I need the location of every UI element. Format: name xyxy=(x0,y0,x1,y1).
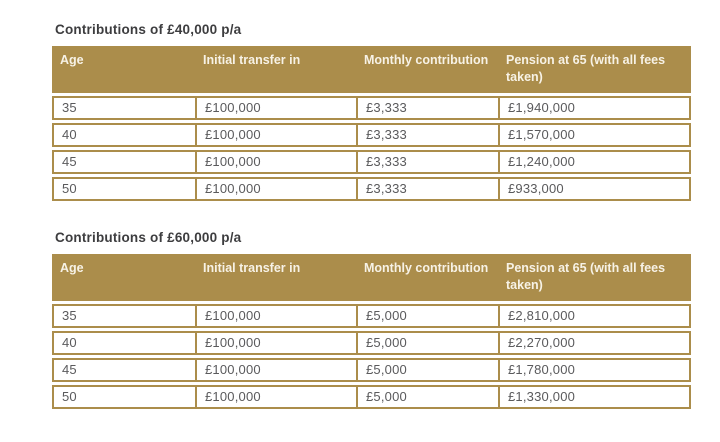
table-cell-pension: £1,780,000 xyxy=(498,360,689,380)
table-cell-pension: £933,000 xyxy=(498,179,689,199)
column-header-age: Age xyxy=(60,261,84,275)
table-cell-initial-transfer: £100,000 xyxy=(195,179,356,199)
table-cell-monthly-contribution: £5,000 xyxy=(356,306,498,326)
table-cell-initial-transfer: £100,000 xyxy=(195,98,356,118)
table-cell-age: 40 xyxy=(62,335,77,350)
column-header-pension-at-65: Pension at 65 (with all fees taken) xyxy=(506,53,666,84)
column-header-monthly-contribution: Monthly contribution xyxy=(364,261,489,275)
column-header-pension-at-65: Pension at 65 (with all fees taken) xyxy=(506,261,666,292)
table-title-60k: Contributions of £60,000 p/a xyxy=(55,230,242,245)
table-cell-age: 45 xyxy=(62,154,77,169)
table-row xyxy=(52,150,691,174)
table-cell-pension: £1,940,000 xyxy=(498,98,689,118)
table-cell-monthly-contribution: £3,333 xyxy=(356,98,498,118)
table-cell-monthly-contribution: £3,333 xyxy=(356,179,498,199)
table-cell-age: 50 xyxy=(62,389,77,404)
table-cell-initial-transfer: £100,000 xyxy=(195,333,356,353)
table-row xyxy=(52,177,691,201)
pension-table-40k xyxy=(52,46,691,201)
table-row xyxy=(52,123,691,147)
table-cell-initial-transfer: £100,000 xyxy=(195,306,356,326)
table-row xyxy=(52,96,691,120)
table-cell-age: 45 xyxy=(62,362,77,377)
column-header-age: Age xyxy=(60,53,84,67)
table-cell-pension: £1,240,000 xyxy=(498,152,689,172)
table-row xyxy=(52,331,691,355)
table-cell-pension: £1,570,000 xyxy=(498,125,689,145)
table-row xyxy=(52,358,691,382)
table-cell-initial-transfer: £100,000 xyxy=(195,152,356,172)
pension-table-60k xyxy=(52,254,691,409)
table-cell-monthly-contribution: £3,333 xyxy=(356,125,498,145)
table-section-40k xyxy=(52,22,691,201)
table-cell-pension: £2,270,000 xyxy=(498,333,689,353)
column-header-initial-transfer: Initial transfer in xyxy=(203,53,301,67)
table-cell-initial-transfer: £100,000 xyxy=(195,125,356,145)
table-cell-age: 40 xyxy=(62,127,77,142)
table-cell-initial-transfer: £100,000 xyxy=(195,387,356,407)
table-cell-monthly-contribution: £5,000 xyxy=(356,333,498,353)
table-header-row xyxy=(52,254,691,301)
table-cell-monthly-contribution: £3,333 xyxy=(356,152,498,172)
table-cell-initial-transfer: £100,000 xyxy=(195,360,356,380)
table-row xyxy=(52,385,691,409)
table-cell-monthly-contribution: £5,000 xyxy=(356,360,498,380)
table-cell-monthly-contribution: £5,000 xyxy=(356,387,498,407)
table-cell-age: 35 xyxy=(62,308,77,323)
table-cell-age: 35 xyxy=(62,100,77,115)
table-cell-pension: £1,330,000 xyxy=(498,387,689,407)
table-row xyxy=(52,304,691,328)
table-title-40k: Contributions of £40,000 p/a xyxy=(55,22,242,37)
table-header-row xyxy=(52,46,691,93)
table-cell-pension: £2,810,000 xyxy=(498,306,689,326)
table-section-60k xyxy=(52,230,691,409)
table-cell-age: 50 xyxy=(62,181,77,196)
column-header-initial-transfer: Initial transfer in xyxy=(203,261,301,275)
column-header-monthly-contribution: Monthly contribution xyxy=(364,53,489,67)
